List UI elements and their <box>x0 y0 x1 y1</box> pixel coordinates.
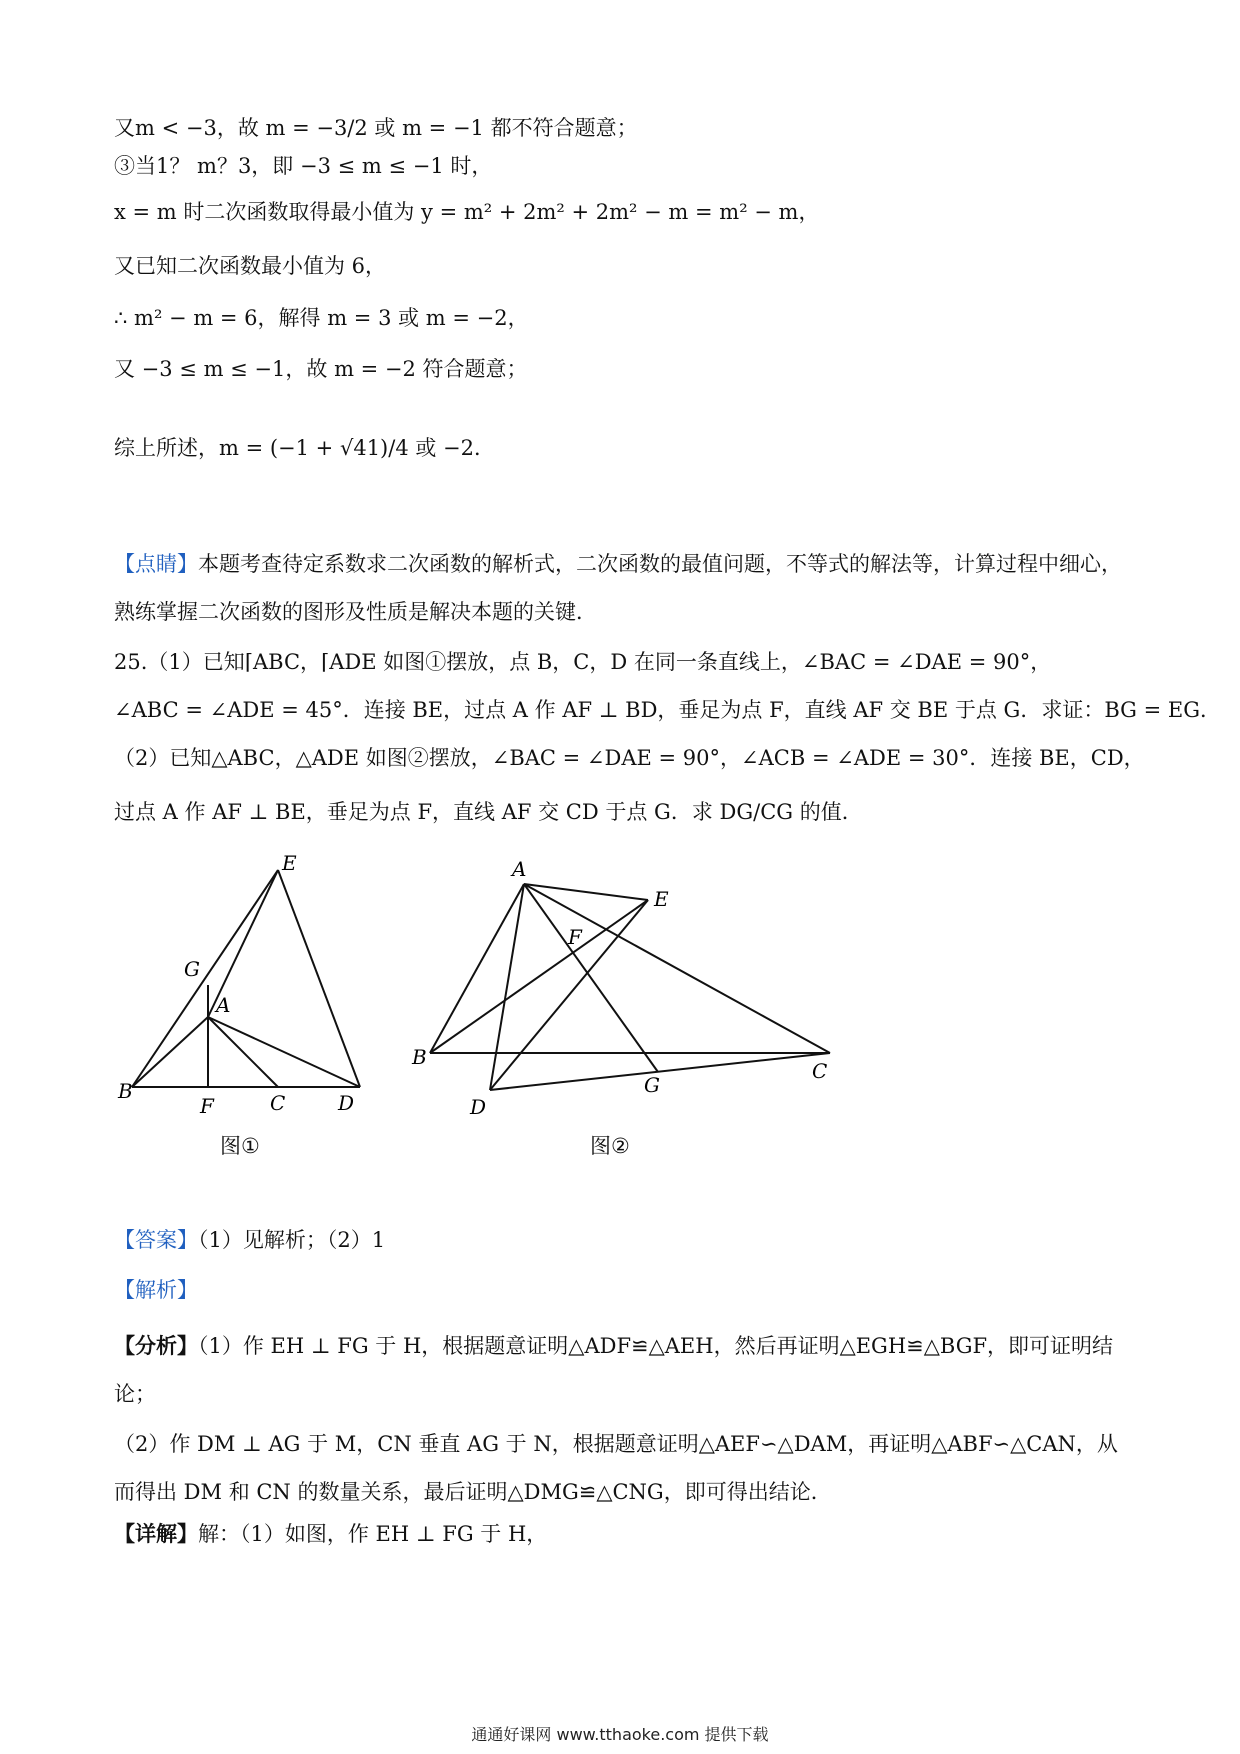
detail-text: 解：（1）如图，作 EH ⊥ FG 于 H， <box>198 1522 548 1546</box>
text-line-7: 综上所述，m = (−1 + √41)/4 或 −2． <box>114 436 495 460</box>
jiexi-tag: 【解析】 <box>114 1278 198 1302</box>
detail-line <box>114 1518 1130 1550</box>
jiexi-line <box>114 1274 1130 1306</box>
fig2-label-g: G <box>644 1073 660 1097</box>
question-25-line-3: （2）已知△ABC，△ADE 如图②摆放，∠BAC = ∠DAE = 90°，∠ACB = ∠ADE = 30°．连接 BE，CD， <box>114 746 1145 770</box>
detail-tag: 【详解】 <box>114 1522 198 1546</box>
fig1-caption: 图① <box>220 1134 260 1158</box>
fig2-label-e: E <box>654 887 669 911</box>
question-25-line-4: 过点 A 作 AF ⊥ BE，垂足为点 F，直线 AF 交 CD 于点 G．求 DG/CG 的值． <box>114 800 863 824</box>
fig1-label-f: F <box>200 1094 214 1118</box>
fig2-label-b: B <box>412 1045 427 1069</box>
dianjing-paragraph <box>114 540 1130 636</box>
text-line-5: ∴ m² − m = 6，解得 m = 3 或 m = −2， <box>114 306 529 330</box>
fig2-label-a: A <box>512 857 527 881</box>
answer-line <box>114 1224 1130 1256</box>
page-footer: 通通好课网 www.tthaoke.com 提供下载 <box>471 1725 769 1744</box>
dianjing-tag: 【点睛】 <box>114 552 198 576</box>
question-25-line-2: ∠ABC = ∠ADE = 45°．连接 BE，过点 A 作 AF ⊥ BD，垂足为点 F，直线 AF 交 BE 于点 G．求证：BG = EG． <box>114 698 1221 722</box>
answer-tag: 【答案】 <box>114 1228 198 1252</box>
answer-text: （1）见解析；（2）1 <box>198 1228 386 1252</box>
fig2-label-c: C <box>812 1059 828 1083</box>
analysis-tag: 【分析】 <box>114 1334 198 1358</box>
question-25-line-1: 25.（1）已知⌈ABC，⌈ADE 如图①摆放，点 B，C，D 在同一条直线上，∠BAC = ∠DAE = 90°， <box>114 650 1052 674</box>
text-line-2: ③当1？ m？3，即 −3 ≤ m ≤ −1 时， <box>114 154 493 178</box>
analysis-paragraph-1 <box>114 1322 1130 1418</box>
figure-1 <box>110 840 390 1130</box>
fig2-label-d: D <box>470 1095 487 1119</box>
fig2-label-f: F <box>568 925 582 949</box>
figure-2 <box>400 850 840 1130</box>
analysis-paragraph-2: （2）作 DM ⊥ AG 于 M，CN 垂直 AG 于 N，根据题意证明△AEF∽△DAM，再证明△ABF∽△CAN，从而得出 DM 和 CN 的数量关系，最后证明△DMG≌△CNG，即可得出结论． <box>114 1432 1118 1504</box>
dianjing-text: 本题考查待定系数求二次函数的解析式，二次函数的最值问题，不等式的解法等，计算过程中细心，熟练掌握二次函数的图形及性质是解决本题的关键． <box>114 552 1122 624</box>
fig1-label-g: G <box>184 957 200 981</box>
fig1-label-b: B <box>118 1079 133 1103</box>
text-line-3: x = m 时二次函数取得最小值为 y = m² + 2m² + 2m² − m = m² − m， <box>114 200 820 224</box>
fig2-caption: 图② <box>590 1134 630 1158</box>
fig1-label-e: E <box>282 851 297 875</box>
fig1-label-a: A <box>216 993 231 1017</box>
fig1-label-d: D <box>338 1091 355 1115</box>
analysis-text-1: （1）作 EH ⊥ FG 于 H，根据题意证明△ADF≌△AEH，然后再证明△EGH≌△BGF，即可证明结论； <box>114 1334 1114 1406</box>
text-line-6: 又 −3 ≤ m ≤ −1，故 m = −2 符合题意； <box>114 357 528 381</box>
text-line-1: 又m < −3，故 m = −3/2 或 m = −1 都不符合题意； <box>114 116 638 140</box>
text-line-4: 又已知二次函数最小值为 6， <box>114 254 387 278</box>
fig1-label-c: C <box>270 1091 286 1115</box>
